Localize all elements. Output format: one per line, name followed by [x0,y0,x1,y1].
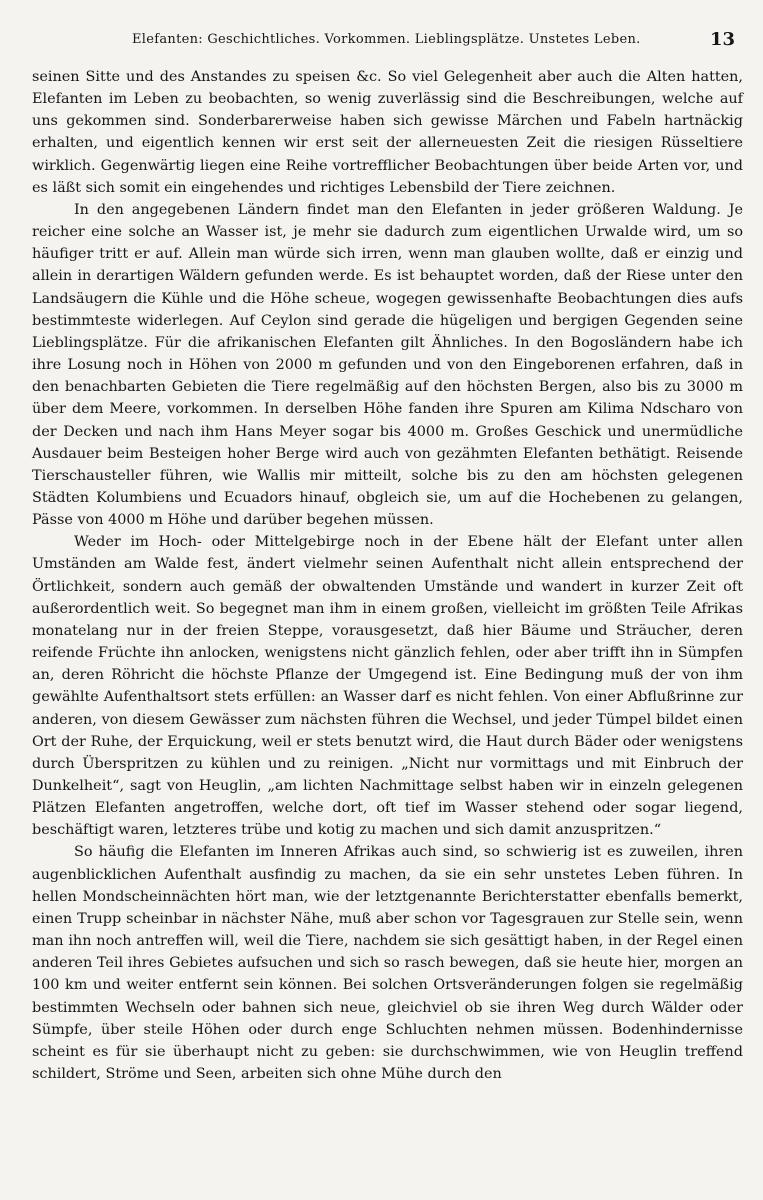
paragraph: So häufig die Elefanten im Inneren Afrikas auch sind, so schwierig ist es zuweilen, ihren augenblicklichen Aufenthalt ausfindig zu machen, da sie ein sehr unstetes Leben führen. In hellen Mondscheinnächten hört man, wie der letztgenannte Berichterstatter ebenfalls bemerkt, einen Trupp scheinbar in nächster Nähe, muß aber schon vor Tagesgrauen zur Stelle sein, wenn man ihn noch antreffen will, weil die Tiere, nachdem sie sich gesättigt haben, in der Regel einen anderen Teil ihres Gebietes aufsuchen und sich so rasch bewegen, daß sie heute hier, morgen an 100 km und weiter entfernt sein können. Bei solchen Ortsveränderungen folgen sie regelmäßig bestimmten Wechseln oder bahnen sich neue, gleichviel ob sie ihren Weg durch Wälder oder Sümpfe, über steile Höhen oder durch enge Schluchten nehmen müssen. Bodenhindernisse scheint es für sie überhaupt nicht zu geben: sie durchschwimmen, wie von Heuglin treffend schildert, Ströme und Seen, arbeiten sich ohne Mühe durch den [32,844,743,1083]
paragraph: seinen Sitte und des Anstandes zu speisen &c. So viel Gelegenheit aber auch die Alten hatten, Elefanten im Leben zu beobachten, so wenig zuverlässig sind die Beschreibungen, welche auf uns gekommen sind. Sonderbarerweise haben sich gewisse Märchen und Fabeln hartnäckig erhalten, und eigentlich kennen wir erst seit der allerneuesten Zeit die riesigen Rüsseltiere wirklich. Gegenwärtig liegen eine Reihe vortrefflicher Beobachtungen über beide Arten vor, und es läßt sich somit ein eingehendes und richtiges Lebensbild der Tiere zeichnen. [32,69,743,196]
paragraph: Weder im Hoch- oder Mittelgebirge noch in der Ebene hält der Elefant unter allen Umständen am Walde fest, ändert vielmehr seinen Aufenthalt nicht allein entsprechend der Örtlichkeit, sondern auch gemäß der obwaltenden Umstände und wandert in kurzer Zeit oft außerordentlich weit. So begegnet man ihm in einem großen, vielleicht im größten Teile Afrikas monatelang nur in der freien Steppe, vorausgesetzt, daß hier Bäume und Sträucher, deren reifende Früchte ihn anlocken, wenigstens nicht gänzlich fehlen, oder aber trifft ihn in Sümpfen an, deren Röhricht die höchste Pflanze der Umgegend ist. Eine Bedingung muß der von ihm gewählte Aufenthaltsort stets erfüllen: an Wasser darf es nicht fehlen. Von einer Abflußrinne zur anderen, von diesem Gewässer zum nächsten führen die Wechsel, und jeder Tümpel bildet einen Ort der Ruhe, der Erquickung, weil er stets benutzt wird, die Haut durch Bäder oder wenigstens durch Überspritzen zu kühlen und zu reinigen. „Nicht nur vormittags und mit Einbruch der Dunkelheit“, sagt von Heuglin, „am lichten Nachmittage selbst haben wir in einzeln gelegenen Plätzen Elefanten angetroffen, welche dort, oft tief im Wasser stehend oder sogar liegend, beschäftigt waren, letzteres trübe und kotig zu machen und sich damit anzuspritzen.“ [32,534,743,839]
body-text [32,66,743,1085]
page-header [32,0,743,50]
page-number: 13 [709,29,735,50]
running-head: Elefanten: Geschichtliches. Vorkommen. Lieblingsplätze. Unstetes Leben. [132,32,641,47]
paragraph: In den angegebenen Ländern findet man den Elefanten in jeder größeren Waldung. Je reicher eine solche an Wasser ist, je mehr sie dadurch zum eigentlichen Urwalde wird, um so häufiger tritt er auf. Allein man würde sich irren, wenn man glauben wollte, daß er einzig und allein in derartigen Wäldern gefunden werde. Es ist behauptet worden, daß der Riese unter den Landsäugern die Kühle und die Höhe scheue, wogegen gewissenhafte Beobachtungen dies aufs bestimmteste widerlegen. Auf Ceylon sind gerade die hügeligen und bergigen Gegenden seine Lieblingsplätze. Für die afrikanischen Elefanten gilt Ähnliches. In den Bogosländern habe ich ihre Losung noch in Höhen von 2000 m gefunden und von den Eingeborenen erfahren, daß in den benachbarten Gebieten die Tiere regelmäßig auf den höchsten Bergen, also bis zu 3000 m über dem Meere, vorkommen. In derselben Höhe fanden ihre Spuren am Kilima Ndscharo von der Decken und nach ihm Hans Meyer sogar bis 4000 m. Großes Geschick und unermüdliche Ausdauer beim Besteigen hoher Berge wird auch von gezähmten Elefanten bethätigt. Reisende Tierschausteller führen, wie Wallis mir mitteilt, solche bis zu den am höchsten gelegenen Städten Kolumbiens und Ecuadors hinauf, obgleich sie, um auf die Hochebenen zu gelangen, Pässe von 4000 m Höhe und darüber begehen müssen. [32,201,743,529]
